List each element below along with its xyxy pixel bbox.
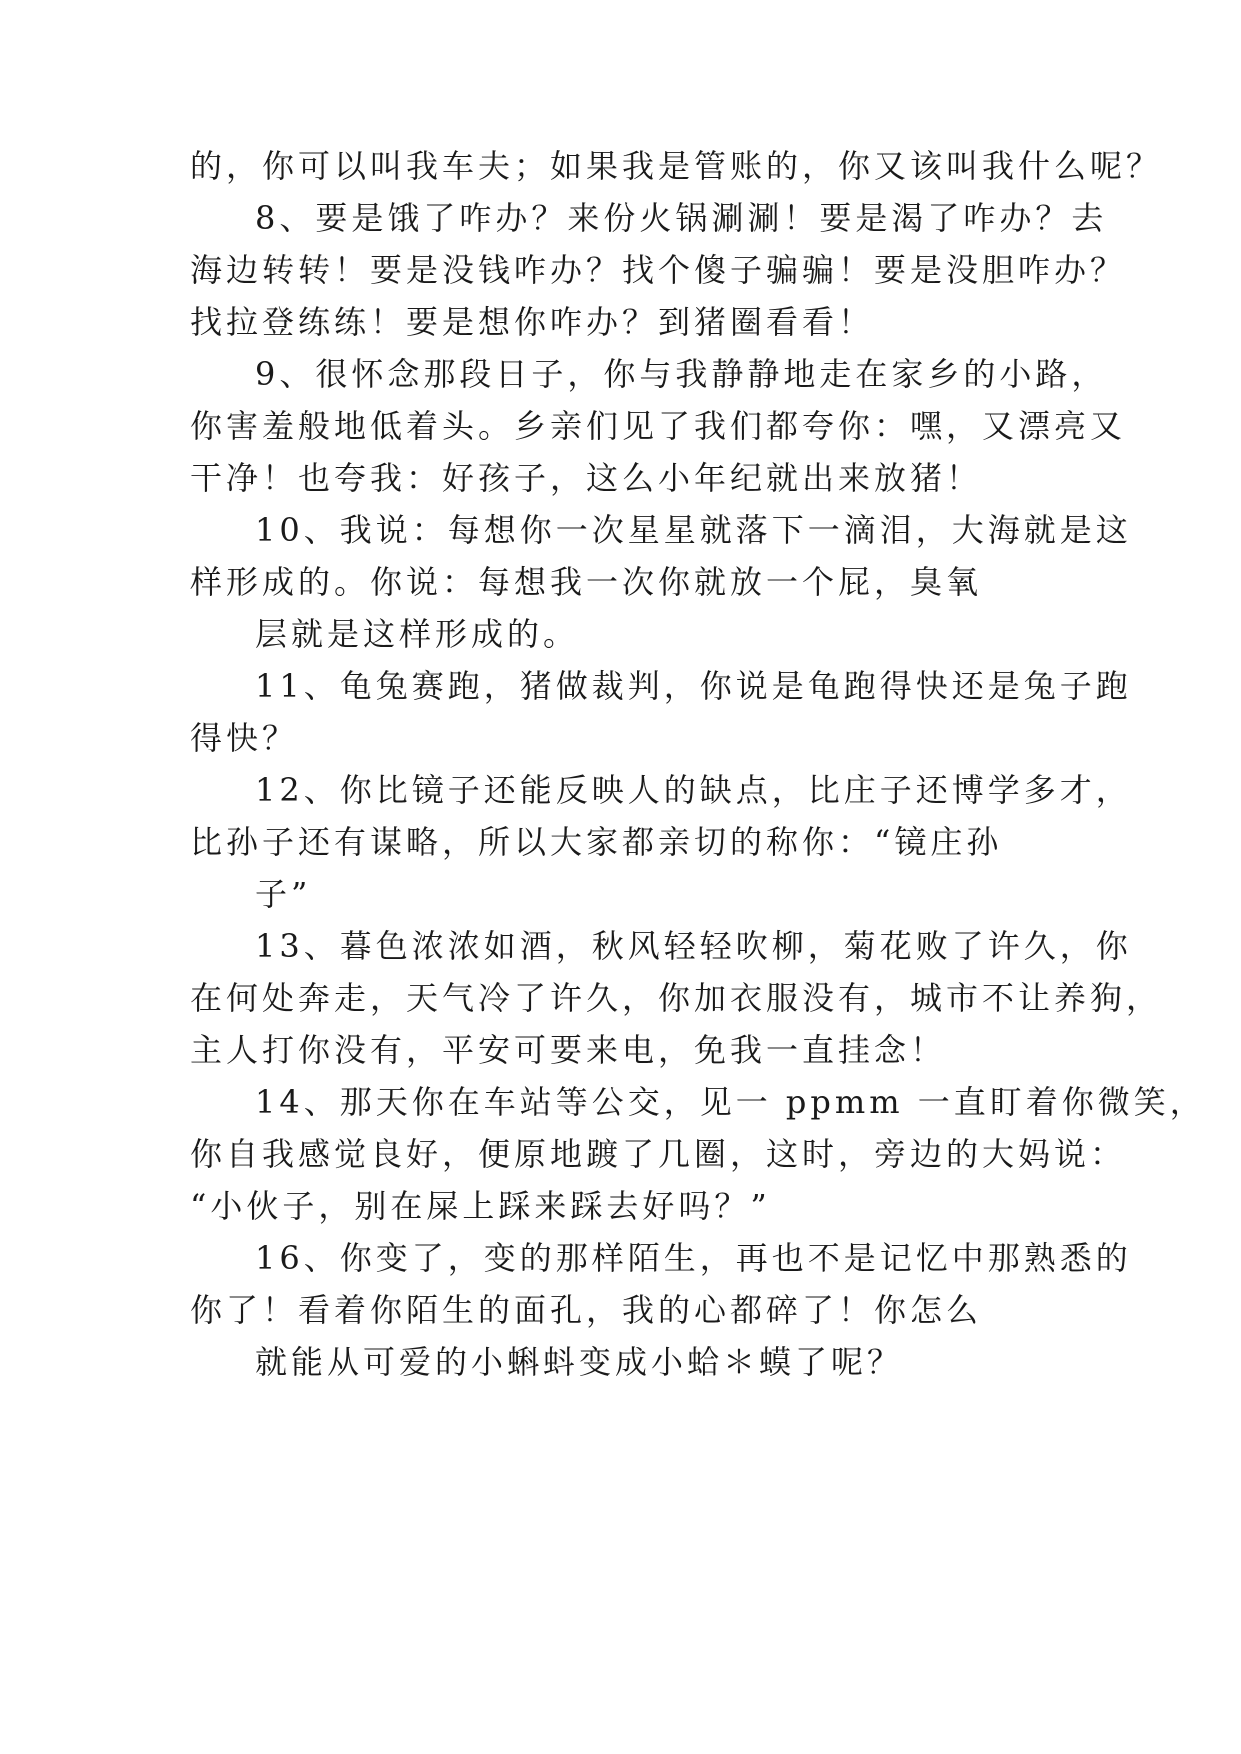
- text-line-19: 14、那天你在车站等公交，见一 ppmm 一直盯着你微笑，: [255, 1083, 1206, 1121]
- text-line-10: 层就是这样形成的。: [255, 615, 580, 653]
- text-line-2: 8、要是饿了咋办？来份火锅涮涮！要是渴了咋办？去: [255, 199, 1108, 237]
- text-line-14: 比孙子还有谋略，所以大家都亲切的称你：“镜庄孙: [190, 823, 1003, 861]
- text-line-6: 你害羞般地低着头。乡亲们见了我们都夸你：嘿，又漂亮又: [190, 407, 1127, 445]
- text-line-1: 的，你可以叫我车夫；如果我是管账的，你又该叫我什么呢？: [190, 147, 1163, 185]
- text-line-16: 13、暮色浓浓如酒，秋风轻轻吹柳，菊花败了许久，你: [255, 927, 1132, 965]
- text-line-12: 得快？: [190, 719, 299, 757]
- text-line-4: 找拉登练练！要是想你咋办？到猪圈看看！: [190, 303, 875, 341]
- text-line-21: “小伙子，别在屎上踩来踩去好吗？”: [190, 1187, 771, 1225]
- text-line-18: 主人打你没有，平安可要来电，免我一直挂念！: [190, 1031, 947, 1069]
- text-line-15: 子”: [255, 875, 312, 913]
- text-line-5: 9、很怀念那段日子，你与我静静地走在家乡的小路，: [255, 355, 1108, 393]
- text-line-8: 10、我说：每想你一次星星就落下一滴泪，大海就是这: [255, 511, 1132, 549]
- text-line-7: 干净！也夸我：好孩子，这么小年纪就出来放猪！: [190, 459, 983, 497]
- text-line-13: 12、你比镜子还能反映人的缺点，比庄子还博学多才，: [255, 771, 1132, 809]
- text-line-11: 11、龟兔赛跑，猪做裁判，你说是龟跑得快还是兔子跑: [255, 667, 1132, 705]
- text-line-9: 样形成的。你说：每想我一次你就放一个屁，臭氧: [190, 563, 983, 601]
- text-line-20: 你自我感觉良好，便原地踱了几圈，这时，旁边的大妈说：: [190, 1135, 1127, 1173]
- text-line-3: 海边转转！要是没钱咋办？找个傻子骗骗！要是没胆咋办？: [190, 251, 1127, 289]
- text-line-17: 在何处奔走，天气冷了许久，你加衣服没有，城市不让养狗，: [190, 979, 1163, 1017]
- text-line-22: 16、你变了，变的那样陌生，再也不是记忆中那熟悉的: [255, 1239, 1132, 1277]
- text-line-24: 就能从可爱的小蝌蚪变成小蛤＊蟆了呢？: [255, 1343, 904, 1381]
- text-line-23: 你了！看着你陌生的面孔，我的心都碎了！你怎么: [190, 1291, 983, 1329]
